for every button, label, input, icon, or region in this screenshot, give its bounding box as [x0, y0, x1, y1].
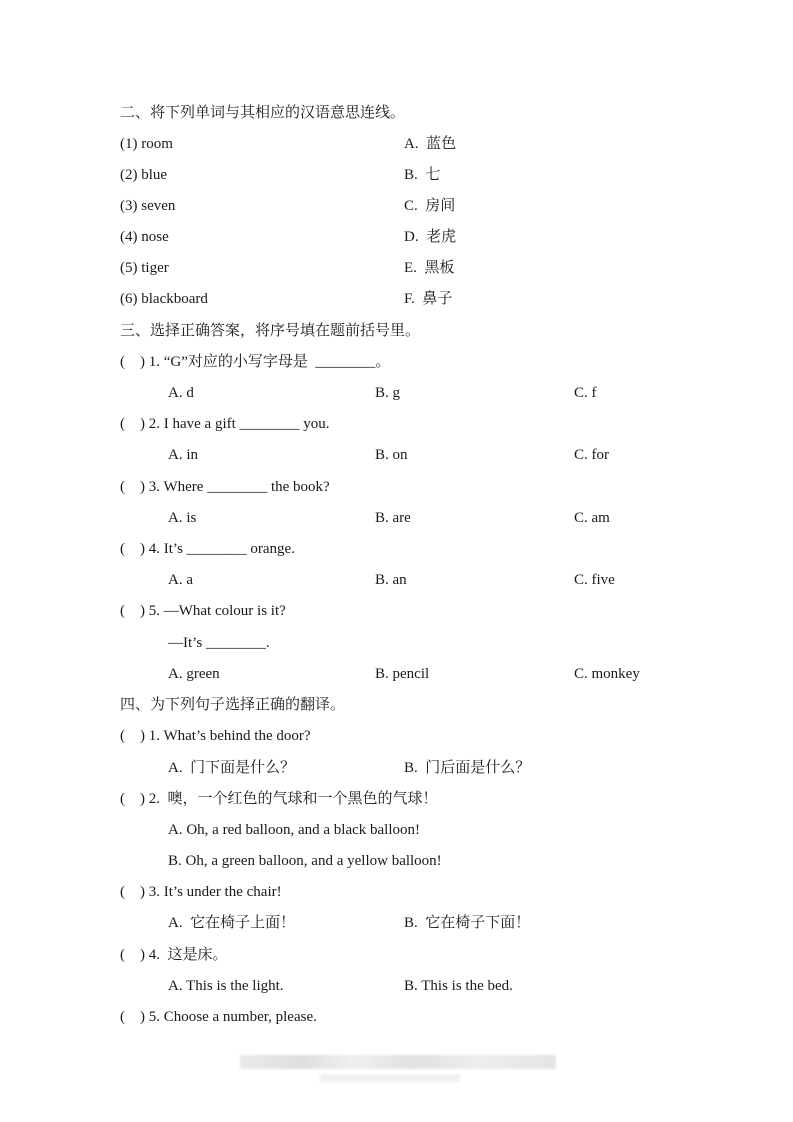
s4-q1-stem: ( ) 1. What’s behind the door?	[120, 728, 311, 744]
match-left-6: (6) blackboard	[120, 291, 208, 307]
s4-q2-option-a: A. Oh, a red balloon, and a black balloon!	[168, 822, 421, 838]
s3-q2-stem: ( ) 2. I have a gift ________ you.	[120, 416, 330, 432]
s4-q3-option-b: B. 它在椅子下面！	[404, 915, 531, 931]
match-right-b: B. 七	[404, 167, 441, 183]
match-left-2: (2) blue	[120, 167, 168, 183]
match-right-a: A. 蓝色	[404, 136, 457, 152]
s3-q3-option-a: A. is	[168, 510, 197, 526]
s3-q5-option-b: B. pencil	[375, 666, 430, 682]
s3-q5-option-a: A. green	[168, 666, 220, 682]
s4-q4-stem: ( ) 4. 这是床。	[120, 947, 228, 963]
match-left-5: (5) tiger	[120, 260, 169, 276]
match-right-e: E. 黑板	[404, 260, 455, 276]
s3-q2-option-a: A. in	[168, 447, 198, 463]
s3-q1-option-c: C. f	[574, 385, 597, 401]
s3-q4-option-a: A. a	[168, 572, 193, 588]
s3-q1-option-a: A. d	[168, 385, 194, 401]
match-right-d: D. 老虎	[404, 229, 457, 245]
s4-q1-option-b: B. 门后面是什么？	[404, 760, 531, 776]
section2-heading: 二、将下列单词与其相应的汉语意思连线。	[120, 105, 406, 121]
s3-q5-stem: ( ) 5. —What colour is it?	[120, 603, 286, 619]
s3-q5-stem-reply: —It’s ________.	[168, 635, 270, 651]
s4-q4-option-a: A. This is the light.	[168, 978, 284, 994]
match-left-3: (3) seven	[120, 198, 176, 214]
s3-q4-option-b: B. an	[375, 572, 407, 588]
s4-q2-stem: ( ) 2. 噢，一个红色的气球和一个黑色的气球！	[120, 791, 438, 807]
s3-q1-stem: ( ) 1. “G”对应的小写字母是 ________。	[120, 354, 391, 370]
s3-q4-stem: ( ) 4. It’s ________ orange.	[120, 541, 295, 557]
s3-q1-option-b: B. g	[375, 385, 401, 401]
s4-q4-option-b: B. This is the bed.	[404, 978, 513, 994]
footer-watermark	[240, 1055, 556, 1069]
s3-q3-stem: ( ) 3. Where ________ the book?	[120, 479, 330, 495]
match-left-4: (4) nose	[120, 229, 169, 245]
match-right-f: F. 鼻子	[404, 291, 453, 307]
s3-q5-option-c: C. monkey	[574, 666, 640, 682]
s3-q2-option-b: B. on	[375, 447, 408, 463]
section4-heading: 四、为下列句子选择正确的翻译。	[120, 697, 346, 713]
s4-q3-stem: ( ) 3. It’s under the chair!	[120, 884, 282, 900]
s3-q4-option-c: C. five	[574, 572, 615, 588]
footer-watermark-sub	[320, 1074, 460, 1082]
section3-heading: 三、选择正确答案，将序号填在题前括号里。	[120, 323, 421, 339]
s3-q3-option-c: C. am	[574, 510, 610, 526]
s4-q5-stem: ( ) 5. Choose a number, please.	[120, 1009, 317, 1025]
s3-q3-option-b: B. are	[375, 510, 411, 526]
s3-q2-option-c: C. for	[574, 447, 609, 463]
match-right-c: C. 房间	[404, 198, 456, 214]
s4-q2-option-b: B. Oh, a green balloon, and a yellow balloon!	[168, 853, 442, 869]
s4-q1-option-a: A. 门下面是什么？	[168, 760, 296, 776]
match-left-1: (1) room	[120, 136, 173, 152]
s4-q3-option-a: A. 它在椅子上面！	[168, 915, 296, 931]
